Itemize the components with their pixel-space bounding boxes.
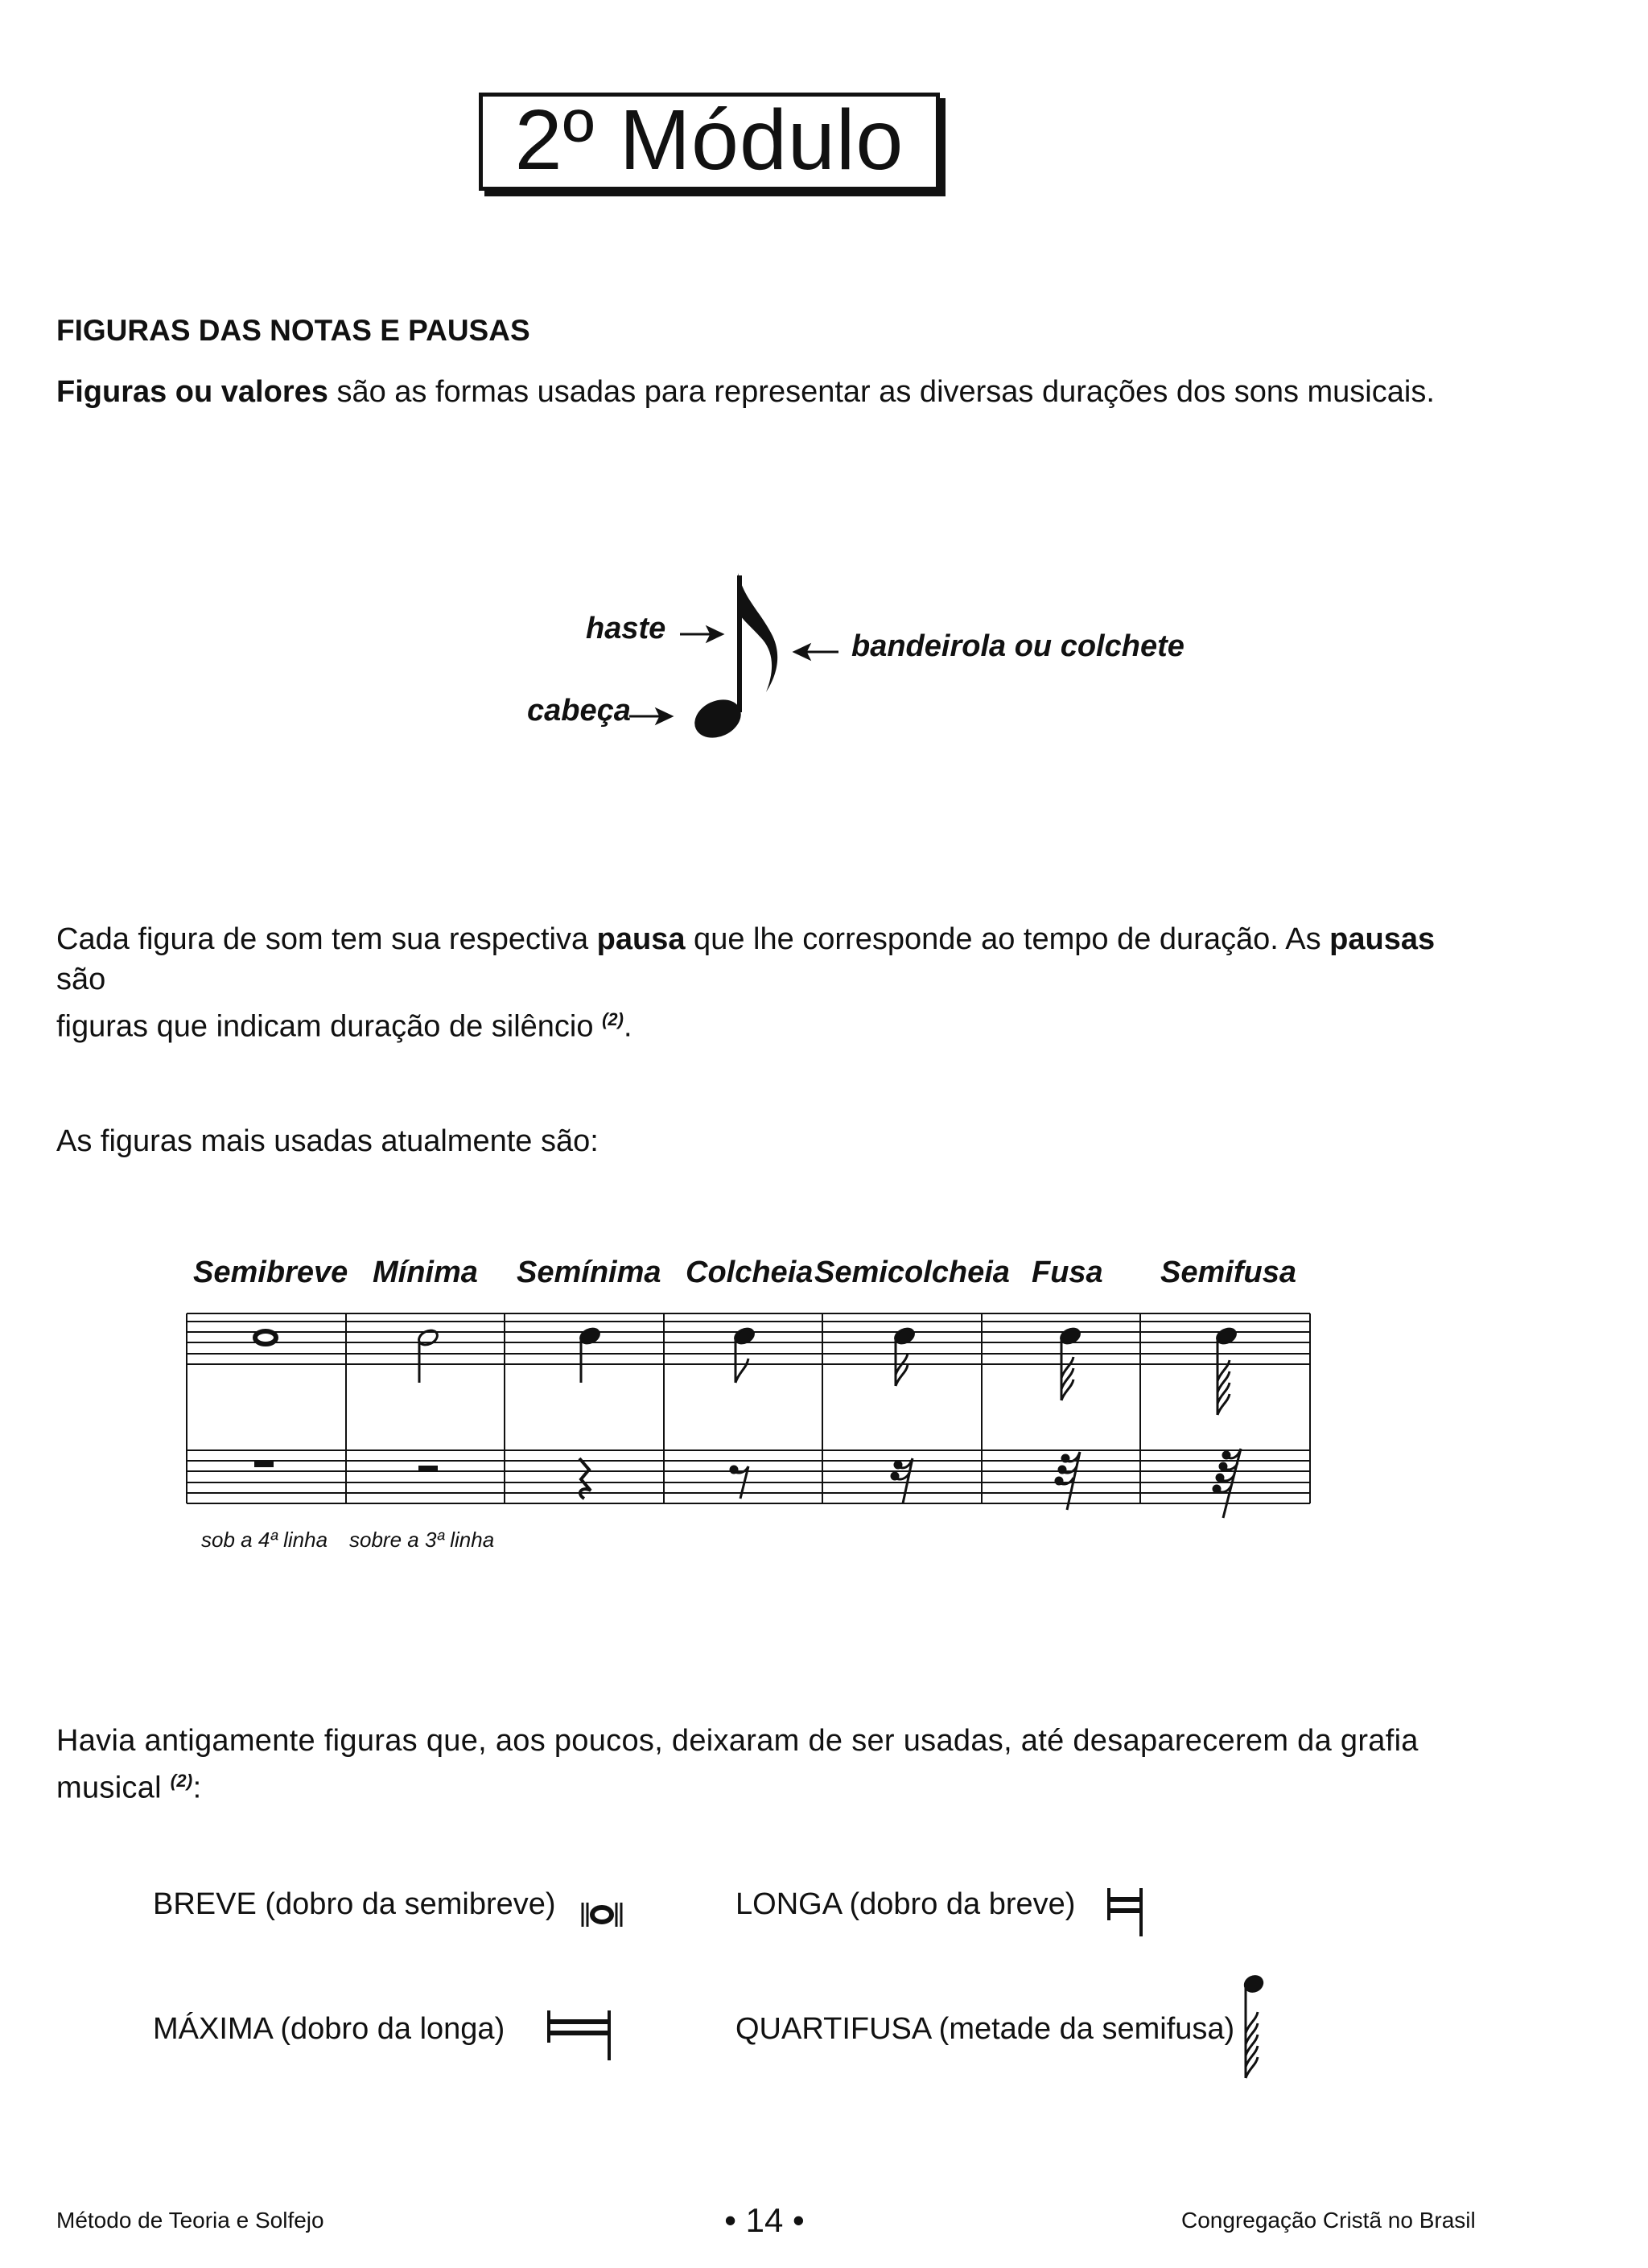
pausa-text-4: figuras que indicam duração de silêncio xyxy=(56,1009,603,1044)
old-figures-text-end: : xyxy=(192,1771,202,1805)
label-bandeirola: bandeirola ou colchete xyxy=(851,629,1184,663)
pausa-text-end: . xyxy=(623,1009,632,1044)
pausa-text-2: que lhe corresponde ao tempo de duração. As xyxy=(685,922,1330,956)
page-number: • 14 • xyxy=(724,2201,805,2239)
label-cabeca: cabeça xyxy=(527,694,631,728)
pausa-bold-2: pausas xyxy=(1329,922,1436,956)
intro-text: são as formas usadas para representar as diversas durações dos sons musicais. xyxy=(328,375,1435,409)
figure-name-fusa: Fusa xyxy=(1032,1256,1103,1289)
footer-right: Congregação Cristã no Brasil xyxy=(1181,2208,1476,2233)
figure-name-semicolcheia: Semicolcheia xyxy=(814,1256,1010,1289)
section-heading: FIGURAS DAS NOTAS E PAUSAS xyxy=(56,314,530,347)
footer-left: Método de Teoria e Solfejo xyxy=(56,2208,324,2233)
page-title: 2º Módulo xyxy=(479,93,940,191)
old-figure-quartifusa: QUARTIFUSA (metade da semifusa) xyxy=(735,2012,1235,2046)
footnote-ref: (2) xyxy=(602,1009,624,1029)
maxima-icon xyxy=(549,2010,609,2060)
figure-name-colcheia: Colcheia xyxy=(686,1256,814,1289)
figures-intro: As figuras mais usadas atualmente são: xyxy=(56,1124,599,1158)
breve-icon xyxy=(583,1903,621,1927)
old-figure-longa: LONGA (dobro da breve) xyxy=(735,1887,1076,1921)
rest-note-minima: sobre a 3ª linha xyxy=(349,1528,495,1552)
label-haste: haste xyxy=(586,612,666,645)
old-figures-text-2: musical xyxy=(56,1771,171,1805)
longa-icon xyxy=(1109,1888,1141,1936)
figure-name-semifusa: Semifusa xyxy=(1160,1256,1296,1289)
pausa-bold-1: pausa xyxy=(596,922,686,956)
old-figure-breve: BREVE (dobro da semibreve) xyxy=(153,1887,556,1921)
old-figure-maxima: MÁXIMA (dobro da longa) xyxy=(153,2012,505,2046)
old-figures-text-1: Havia antigamente figuras que, aos poucos, deixaram de ser usadas, até desaparecerem da grafia xyxy=(56,1724,1419,1758)
figure-name-minima: Mínima xyxy=(373,1256,478,1289)
intro-bold: Figuras ou valores xyxy=(56,375,328,409)
rest-note-semibreve: sob a 4ª linha xyxy=(201,1528,328,1552)
old-figures-footnote-ref: (2) xyxy=(170,1771,193,1791)
figure-name-semibreve: Semibreve xyxy=(193,1256,348,1289)
figure-name-seminima: Semínima xyxy=(517,1256,661,1289)
pausa-text-3: são xyxy=(56,963,106,996)
quartifusa-icon xyxy=(1242,1973,1265,2078)
pausa-text-1: Cada figura de som tem sua respectiva xyxy=(56,922,597,956)
